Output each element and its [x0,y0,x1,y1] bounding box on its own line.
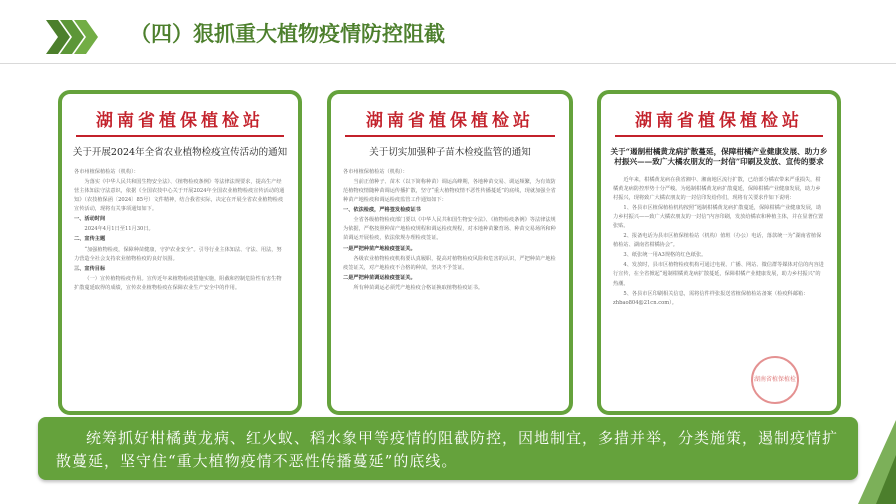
red-divider [76,135,284,137]
section-heading: 一是严把种苗产地检疫签证关。 [343,245,416,252]
official-stamp [751,356,799,404]
document-card-3 [597,90,841,415]
list-item: 2、报备电话为县市区植保植检站（机构）值班（办公）电话，落款统一为“湖南省植保植检站、湖南省柑橘协会”。 [613,233,822,249]
document-body [74,168,286,293]
section-heading: 二、宣传主题 [74,236,106,243]
document-body [343,168,557,293]
list-item: 4、发放时，县市区植物检疫机构可通过电视、广播、网站、微信群等媒体对信的内容进行宣传，在全省掀起“遏制柑橘黄龙病扩散蔓延，保障柑橘产业健康发展，助力乡村振兴”的热潮。 [613,262,824,287]
summary-banner [38,417,858,480]
document-issuer: 湖南省植保植检站 [366,111,534,131]
stamp-text: 湖南省植保植检 [753,376,796,383]
section-heading: 三、宣传目标 [74,265,106,272]
red-divider [615,135,823,137]
section-text: “加强植物检疫，保障种苗健康，守护农业安全”。引导行业主体知法、守法、用法，努力营造全社会支持农业植物检疫的良好氛围。 [74,246,282,262]
header-divider [0,63,896,64]
list-item: 3、纸张统一用A3规格的红色纸张。 [623,252,707,259]
document-title: 关于“遏制柑橘黄龙病扩散蔓延，保障柑橘产业健康发展、助力乡村振兴——致广大橘农朋友的一封信”印刷及发放、宣传的要求 [610,147,828,167]
section-text: 2024年4月1日至11月30日。 [84,226,154,233]
section-heading: 一、依法检疫，严格签发检疫证书 [343,207,421,214]
section-text: （一）宣传植物检疫作用。宣传近年来植物检疫措施实施，阻截和控制危险性有害生物扩散蔓延取得的成绩，宣传农业植物检疫在保障农业生产安全中的作用。 [74,275,282,291]
document-title: 关于切实加强种子苗木检疫监管的通知 [369,147,531,158]
corner-decoration [848,0,896,504]
document-title: 关于开展2024年全省农业植物检疫宣传活动的通知 [72,147,288,158]
document-addressee: 各市州植保植检站（机构）： [343,168,408,175]
document-card-1 [58,90,302,415]
section-heading: 二是严把种苗调运检疫签证关。 [343,274,416,281]
chevrons-icon [46,20,98,54]
document-paragraph: 近年来，柑橘黄龙病在我省湘中、湘南地区流行扩散，已给部分橘农带来严重损失，柑橘黄龙病防控形势十分严峻。为遏制柑橘黄龙病扩散蔓延，保障柑橘产业健康发展，助力乡村振兴，现将致广大橘农朋友的一封信印发给你们，现将有关要求作如下说明： [613,176,821,201]
document-body [613,176,825,308]
summary-text: 统筹抓好柑橘黄龙病、红火蚁、稻水象甲等疫情的阻截防控，因地制宜，多措并举，分类施策，遏制疫情扩散蔓延，坚守住“重大植物疫情不恶性传播蔓延”的底线。 [56,429,839,470]
document-issuer: 湖南省植保植检站 [96,111,264,131]
document-addressee: 各市州植保植检站（机构）： [74,168,139,175]
page-title: （四）狠抓重大植物疫情防控阻截 [130,22,445,46]
document-paragraph: 当前正值种子、苗木（以下简称种苗）调运高峰期，各地种苗交易、调运频繁，为有效防范植物疫情随种苗调运传播扩散，坚守“重大植物疫情不恶性传播蔓延”的底线，现就加强全省种苗产地检疫和调运检疫监管工作通知如下： [343,178,556,204]
section-text: 所有种苗调运必须凭产地检疫合格证换取植物检疫证书。 [353,284,484,291]
document-paragraph: 为落实《中华人民共和国生物安全法》、《植物检疫条例》等法律法规要求，提高生产经营主体知法守法意识，依据《全国农技中心关于开展2024年全国农业植物检疫宣传活动的通知》（农技植保函〔2024〕85号）文件精神，结合我省实际，决定在开展全省农业植物检疫宣传活动，现将有关事项通知如下。 [74,178,285,213]
section-text: 全省各级植物检疫部门要以《中华人民共和国生物安全法》、《植物检疫条例》等法律法规为依据，严格按照种苗产地检疫规程和调运检疫规程，对本地种苗繁育场、种苗交易场所和种苗调运开展检疫，依法依规办理检疫签证。 [343,217,556,242]
list-item: 5、各县市区印刷相关信息，需将信件样张报送省植保植检站备案（检疫科邮箱：zhbao804@21cn.com）。 [613,290,809,306]
section-heading: 一、活动时间 [74,216,106,223]
document-card-2 [327,90,573,415]
red-divider [345,135,555,137]
document-issuer: 湖南省植保植检站 [635,111,803,131]
section-text: 各级农业植物检疫机构要认真履职，提高对植物检疫风险和危害的认识，严把种苗产地检疫签证关，对产地检疫不合格的种苗，坚决不予签证。 [343,255,556,271]
list-item: 1、各县市区植保植检机构按照“遏制柑橘黄龙病扩散蔓延，保障柑橘产业健康发展，助力乡村振兴——致广大橘农朋友的一封信”内容印刷，发放给橘农和种植主体，并在显著位置张贴。 [613,204,824,229]
